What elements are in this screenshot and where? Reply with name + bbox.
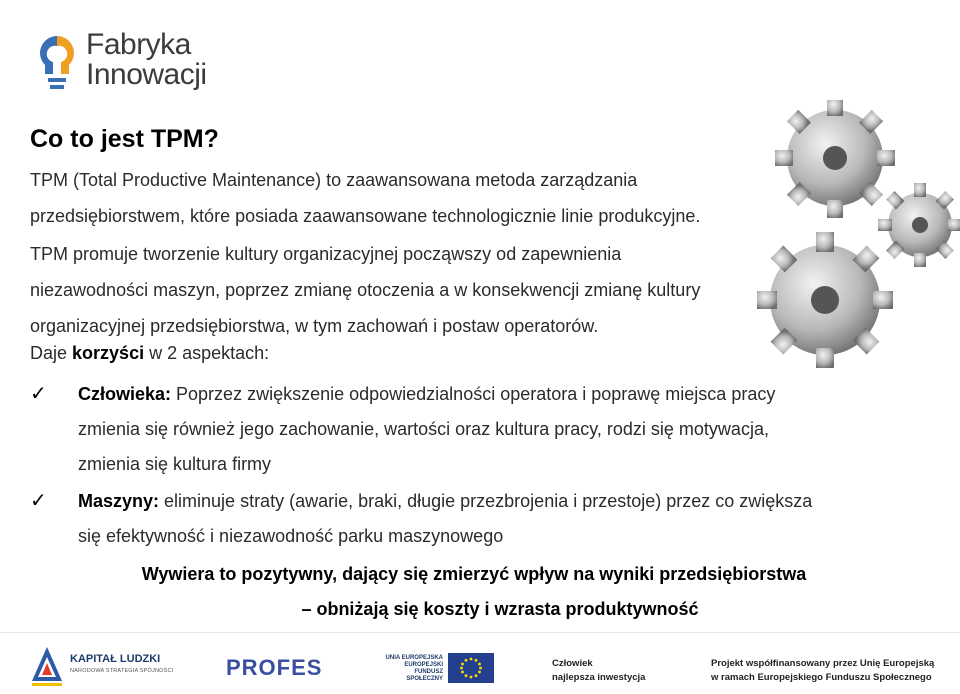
checkmark-icon: ✓ [30,383,47,405]
bullet-text [78,484,908,554]
lightbulb-icon [36,32,78,92]
czlowiek-slogan [552,657,645,685]
paragraph-culture [30,236,790,344]
ue-line-1: UNIA EUROPEJSKA [385,655,443,661]
conclusion-line-1: Wywiera to pozytywny, dający się zmierzyć wpływ na wyniki przedsiębiorstwa [141,564,807,584]
paragraph-line: przedsiębiorstwem, które posiada zaawansowane technologicznie linie produkcyjne. [30,206,701,226]
bullet-line [78,484,908,519]
checkmark-icon: ✓ [30,490,47,512]
aspects-bold: korzyści [72,343,145,363]
bullet-label: Maszyny: [78,491,160,511]
page-title: Co to jest TPM? [30,125,219,153]
czlowiek-line-2: najlepsza inwestycja [552,672,646,683]
ue-line-3: FUNDUSZ SPOŁECZNY [406,669,443,682]
profes-logo: PROFES [226,655,323,680]
paragraph-definition [30,162,790,234]
kapital-ludzki-text: KAPITAŁ LUDZKI [70,653,161,665]
bullet-line: zmienia się również jego zachowanie, wartości oraz kultura pracy, rodzi się motywacja, [78,419,769,439]
paragraph-line: TPM (Total Productive Maintenance) to zaawansowana metoda zarządzania [30,170,638,190]
bullet-line-1: Poprzez zwiększenie odpowiedzialności operatora i poprawę miejsca pracy [171,384,776,404]
paragraph-line: niezawodności maszyn, poprzez zmianę otoczenia a w konsekwencji zmianę kultury [30,280,701,300]
paragraph-line: TPM promuje tworzenie kultury organizacyjnej począwszy od zapewnienia [30,244,622,264]
aspects-prefix: Daje [30,343,73,363]
aspects-intro [30,343,269,364]
bullet-text [78,377,908,482]
bullet-line: się efektywność i niezawodność parku maszynowego [78,526,504,546]
bullet-line-1: eliminuje straty (awarie, braki, długie przezbrojenia i przestoje) przez co zwiększa [159,491,813,511]
projekt-line-2: w ramach Europejskiego Funduszu Społecznego [711,672,932,683]
gear-top [775,100,895,218]
bullet-label: Człowieka: [78,384,172,404]
ue-line-2: EUROPEJSKI [404,662,443,668]
kapital-ludzki-icon [30,645,64,689]
projekt-line-1: Projekt współfinansowany przez Unię Europejską [711,658,935,669]
ue-text [378,655,443,683]
fabryka-innowacji-logo [36,28,236,98]
projekt-text [711,657,934,685]
kapital-ludzki-logo [30,645,200,689]
conclusion-line-2: – obniżają się koszty i wzrasta produktywność [301,599,699,619]
paragraph-line: organizacyjnej przedsiębiorstwa, w tym zachowań i postaw operatorów. [30,316,599,336]
aspects-suffix: w 2 aspektach: [144,343,270,363]
eu-flag-icon [448,653,494,683]
bullet-line: zmienia się kultura firmy [78,454,272,474]
logo-line-1: Fabryka [86,28,191,61]
logo-line-2: Innowacji [86,58,207,91]
gear-right [878,183,960,267]
bullet-line [78,377,908,412]
logo-text [86,30,207,90]
czlowiek-line-1: Człowiek [552,658,593,669]
footer-logos [0,632,960,694]
kapital-ludzki-subtext: NARODOWA STRATEGIA SPÓJNOŚCI [70,668,174,674]
